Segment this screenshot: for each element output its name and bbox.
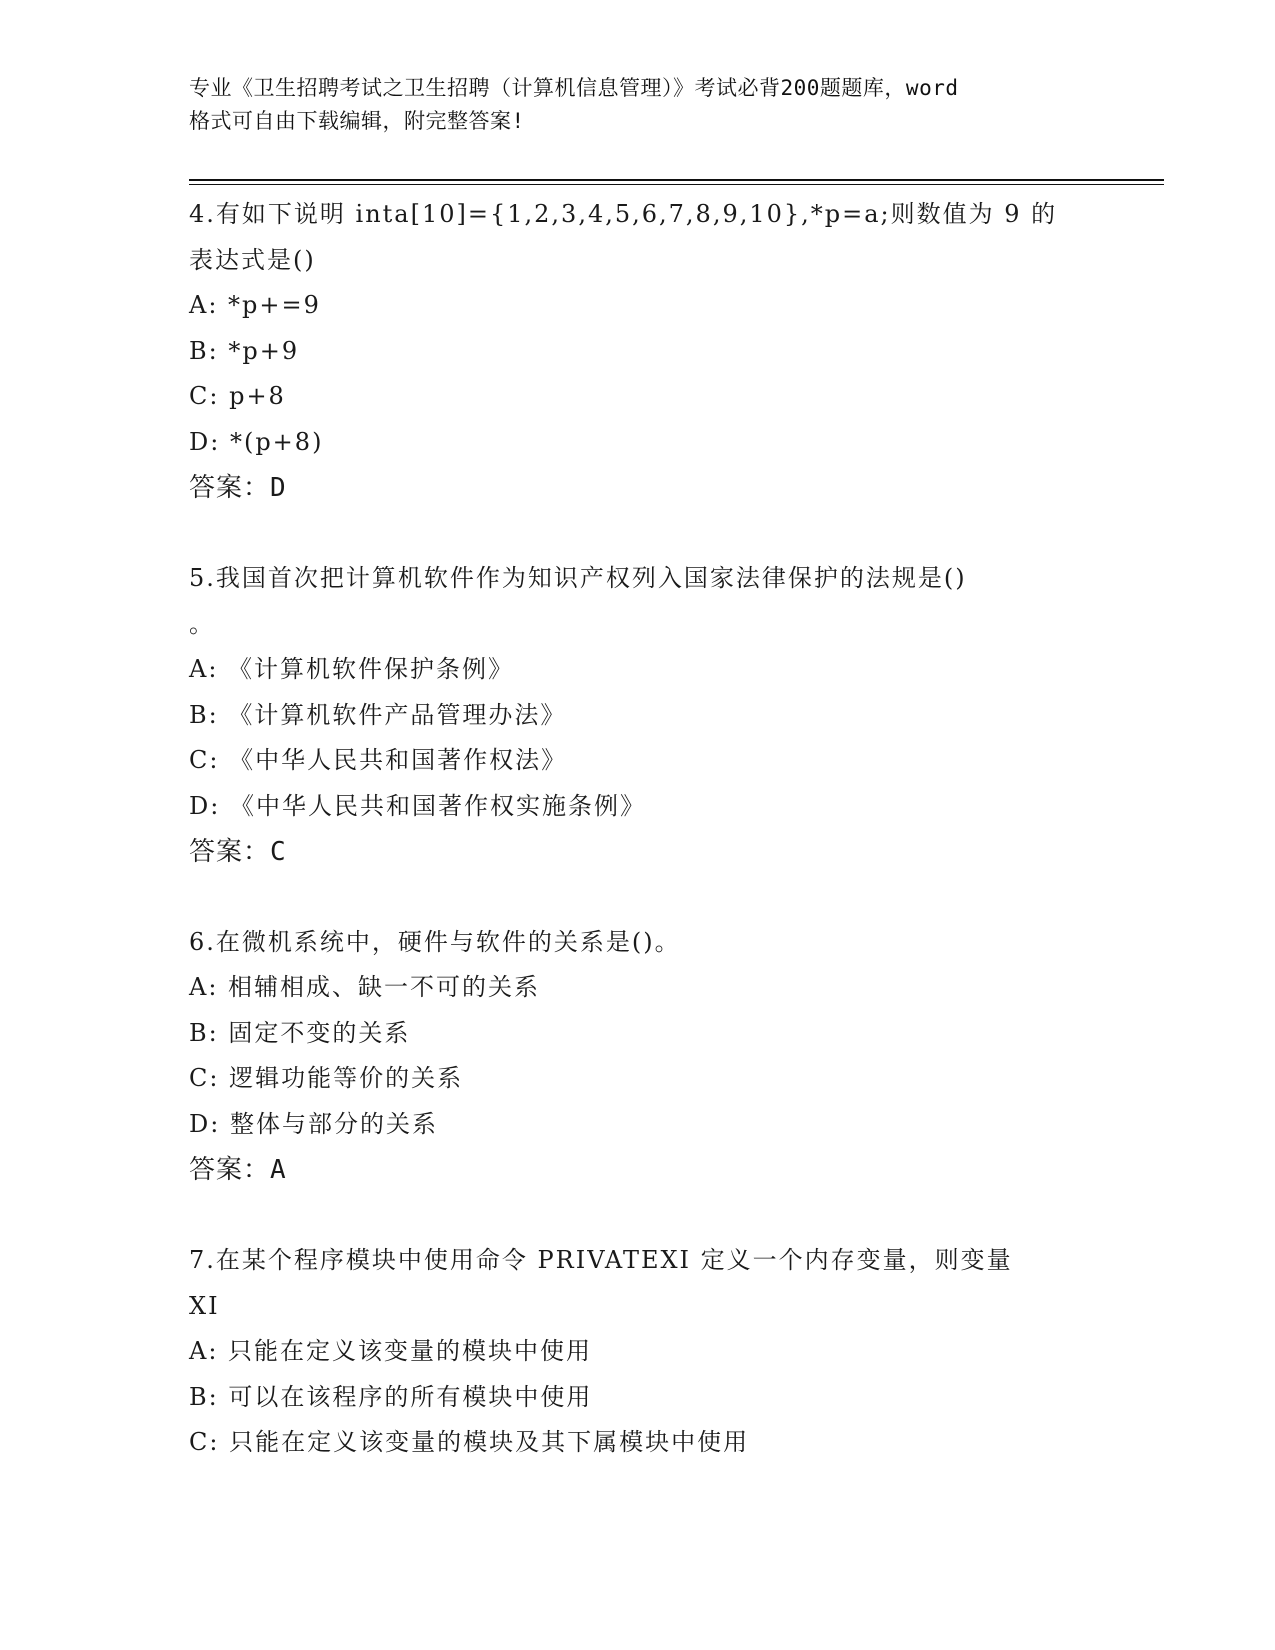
question-7 bbox=[189, 1237, 1089, 1466]
header-line-1: 专业《卫生招聘考试之卫生招聘（计算机信息管理）》考试必背200题题库，word bbox=[189, 76, 959, 100]
option-c: C: p+8 bbox=[189, 382, 286, 410]
answer: 答案：C bbox=[189, 837, 287, 867]
question-stem: 7.在某个程序模块中使用命令 PRIVATEXI 定义一个内存变量，则变量 bbox=[189, 1246, 1013, 1274]
header-rule-thick bbox=[189, 179, 1164, 181]
option-b: B: 可以在该程序的所有模块中使用 bbox=[189, 1382, 593, 1411]
question-stem: 5.我国首次把计算机软件作为知识产权列入国家法律保护的法规是() bbox=[189, 564, 967, 592]
option-c: C: 只能在定义该变量的模块及其下属模块中使用 bbox=[189, 1428, 750, 1456]
question-stem: 4.有如下说明 inta[10]={1,2,3,4,5,6,7,8,9,10},*p=a;则数值为 9 的 bbox=[189, 200, 1058, 228]
question-stem: 6.在微机系统中，硬件与软件的关系是()。 bbox=[189, 928, 681, 956]
question-stem-continued: 表达式是() bbox=[189, 246, 316, 274]
option-b: B: 固定不变的关系 bbox=[189, 1018, 411, 1047]
option-d: D: *(p+8) bbox=[189, 427, 324, 456]
header-rule-thin bbox=[189, 184, 1164, 185]
option-a: A: *p+=9 bbox=[189, 291, 321, 319]
question-stem-continued: XI bbox=[189, 1292, 220, 1320]
question-stem-continued: 。 bbox=[189, 610, 215, 638]
option-a: A: 相辅相成、缺一不可的关系 bbox=[189, 973, 541, 1001]
option-c: C: 逻辑功能等价的关系 bbox=[189, 1064, 464, 1092]
question-5 bbox=[189, 555, 1089, 875]
option-d: D: 《中华人民共和国著作权实施条例》 bbox=[189, 791, 646, 820]
question-4 bbox=[189, 191, 1089, 511]
question-6 bbox=[189, 919, 1089, 1193]
header-line-2: 格式可自由下载编辑，附完整答案! bbox=[189, 109, 525, 133]
answer: 答案：A bbox=[189, 1155, 287, 1185]
option-b: B: 《计算机软件产品管理办法》 bbox=[189, 700, 567, 729]
answer: 答案：D bbox=[189, 473, 287, 503]
question-list bbox=[189, 191, 1089, 1466]
document-header bbox=[189, 72, 1089, 138]
option-a: A: 《计算机软件保护条例》 bbox=[189, 655, 515, 683]
option-c: C: 《中华人民共和国著作权法》 bbox=[189, 746, 568, 774]
option-a: A: 只能在定义该变量的模块中使用 bbox=[189, 1337, 593, 1365]
option-b: B: *p+9 bbox=[189, 336, 300, 365]
option-d: D: 整体与部分的关系 bbox=[189, 1109, 438, 1138]
